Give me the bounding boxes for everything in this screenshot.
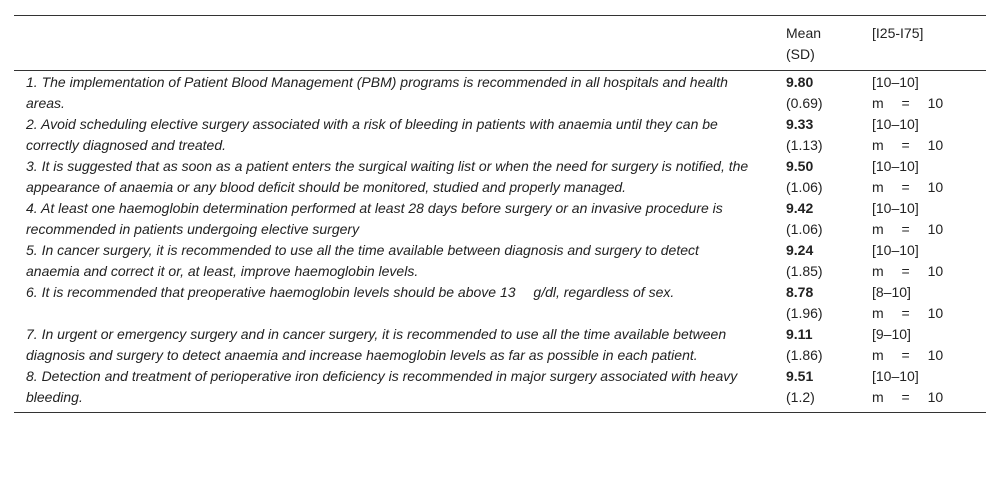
mean-value: 9.50	[786, 158, 814, 174]
iqr-cell	[866, 71, 986, 115]
results-table-container	[14, 15, 986, 413]
header-mean	[780, 16, 866, 71]
median-value: m = 10	[872, 347, 944, 363]
mean-value: 9.51	[786, 368, 814, 384]
header-mean-label: Mean	[786, 25, 822, 41]
statement-cell: 7. In urgent or emergency surgery and in cancer surgery, it is recommended to use all the time available between diagnosis and surgery to detect anaemia and increase haemoglobin levels as far as possible in each patient.	[26, 326, 727, 363]
results-table	[14, 15, 986, 413]
iqr-cell	[866, 114, 986, 156]
sd-value: (1.06)	[786, 221, 823, 237]
statement-cell: 1. The implementation of Patient Blood Management (PBM) programs is recommended in all hospitals and health areas.	[26, 74, 728, 111]
mean-cell	[780, 240, 866, 282]
sd-value: (1.2)	[786, 389, 815, 405]
header-iqr	[866, 16, 986, 71]
statement-cell: 2. Avoid scheduling elective surgery associated with a risk of bleeding in patients with anaemia until they can be correctly diagnosed and treated.	[26, 116, 718, 153]
median-value: m = 10	[872, 263, 944, 279]
table-row	[14, 366, 986, 413]
mean-cell	[780, 114, 866, 156]
iqr-range: [10–10]	[872, 200, 919, 216]
iqr-range: [10–10]	[872, 74, 919, 90]
iqr-cell	[866, 282, 986, 324]
iqr-cell	[866, 240, 986, 282]
sd-value: (1.86)	[786, 347, 823, 363]
sd-value: (1.06)	[786, 179, 823, 195]
iqr-cell	[866, 156, 986, 198]
median-value: m = 10	[872, 137, 944, 153]
table-row	[14, 198, 986, 240]
sd-value: (1.13)	[786, 137, 823, 153]
mean-value: 8.78	[786, 284, 814, 300]
statement-cell: 3. It is suggested that as soon as a patient enters the surgical waiting list or when the need for surgery is notified, the appearance of anaemia or any blood deficit should be monitored, studied and properly managed.	[26, 158, 749, 195]
iqr-range: [10–10]	[872, 242, 919, 258]
iqr-cell	[866, 198, 986, 240]
table-header	[14, 16, 986, 71]
table-row	[14, 114, 986, 156]
sd-value: (0.69)	[786, 95, 823, 111]
sd-value: (1.96)	[786, 305, 823, 321]
header-iqr-label: [I25-I75]	[872, 25, 924, 41]
mean-cell	[780, 198, 866, 240]
mean-cell	[780, 71, 866, 115]
mean-value: 9.11	[786, 326, 813, 342]
mean-cell	[780, 324, 866, 366]
header-statement	[14, 16, 780, 71]
mean-value: 9.33	[786, 116, 814, 132]
sd-value: (1.85)	[786, 263, 823, 279]
median-value: m = 10	[872, 179, 944, 195]
table-row	[14, 282, 986, 324]
mean-cell	[780, 366, 866, 413]
table-body	[14, 71, 986, 413]
table-row	[14, 71, 986, 115]
mean-value: 9.24	[786, 242, 814, 258]
iqr-range: [10–10]	[872, 116, 919, 132]
table-row	[14, 156, 986, 198]
statement-cell: 4. At least one haemoglobin determination performed at least 28 days before surgery or an invasive procedure is recommended in patients undergoing elective surgery	[26, 200, 723, 237]
median-value: m = 10	[872, 95, 944, 111]
table-row	[14, 240, 986, 282]
statement-cell: 8. Detection and treatment of perioperative iron deficiency is recommended in major surgery associated with heavy bleeding.	[26, 368, 738, 405]
median-value: m = 10	[872, 221, 944, 237]
statement-cell: 5. In cancer surgery, it is recommended to use all the time available between diagnosis and surgery to detect anaemia and correct it or, at least, improve haemoglobin levels.	[26, 242, 699, 279]
header-sd-label: (SD)	[786, 46, 815, 62]
mean-value: 9.80	[786, 74, 814, 90]
iqr-cell	[866, 366, 986, 413]
header-row	[14, 16, 986, 71]
iqr-range: [8–10]	[872, 284, 911, 300]
mean-cell	[780, 156, 866, 198]
iqr-range: [9–10]	[872, 326, 911, 342]
median-value: m = 10	[872, 305, 944, 321]
mean-cell	[780, 282, 866, 324]
median-value: m = 10	[872, 389, 944, 405]
mean-value: 9.42	[786, 200, 814, 216]
iqr-range: [10–10]	[872, 368, 919, 384]
statement-cell: 6. It is recommended that preoperative haemoglobin levels should be above 13 g/dl, regardless of sex.	[26, 284, 675, 300]
iqr-range: [10–10]	[872, 158, 919, 174]
iqr-cell	[866, 324, 986, 366]
table-row	[14, 324, 986, 366]
